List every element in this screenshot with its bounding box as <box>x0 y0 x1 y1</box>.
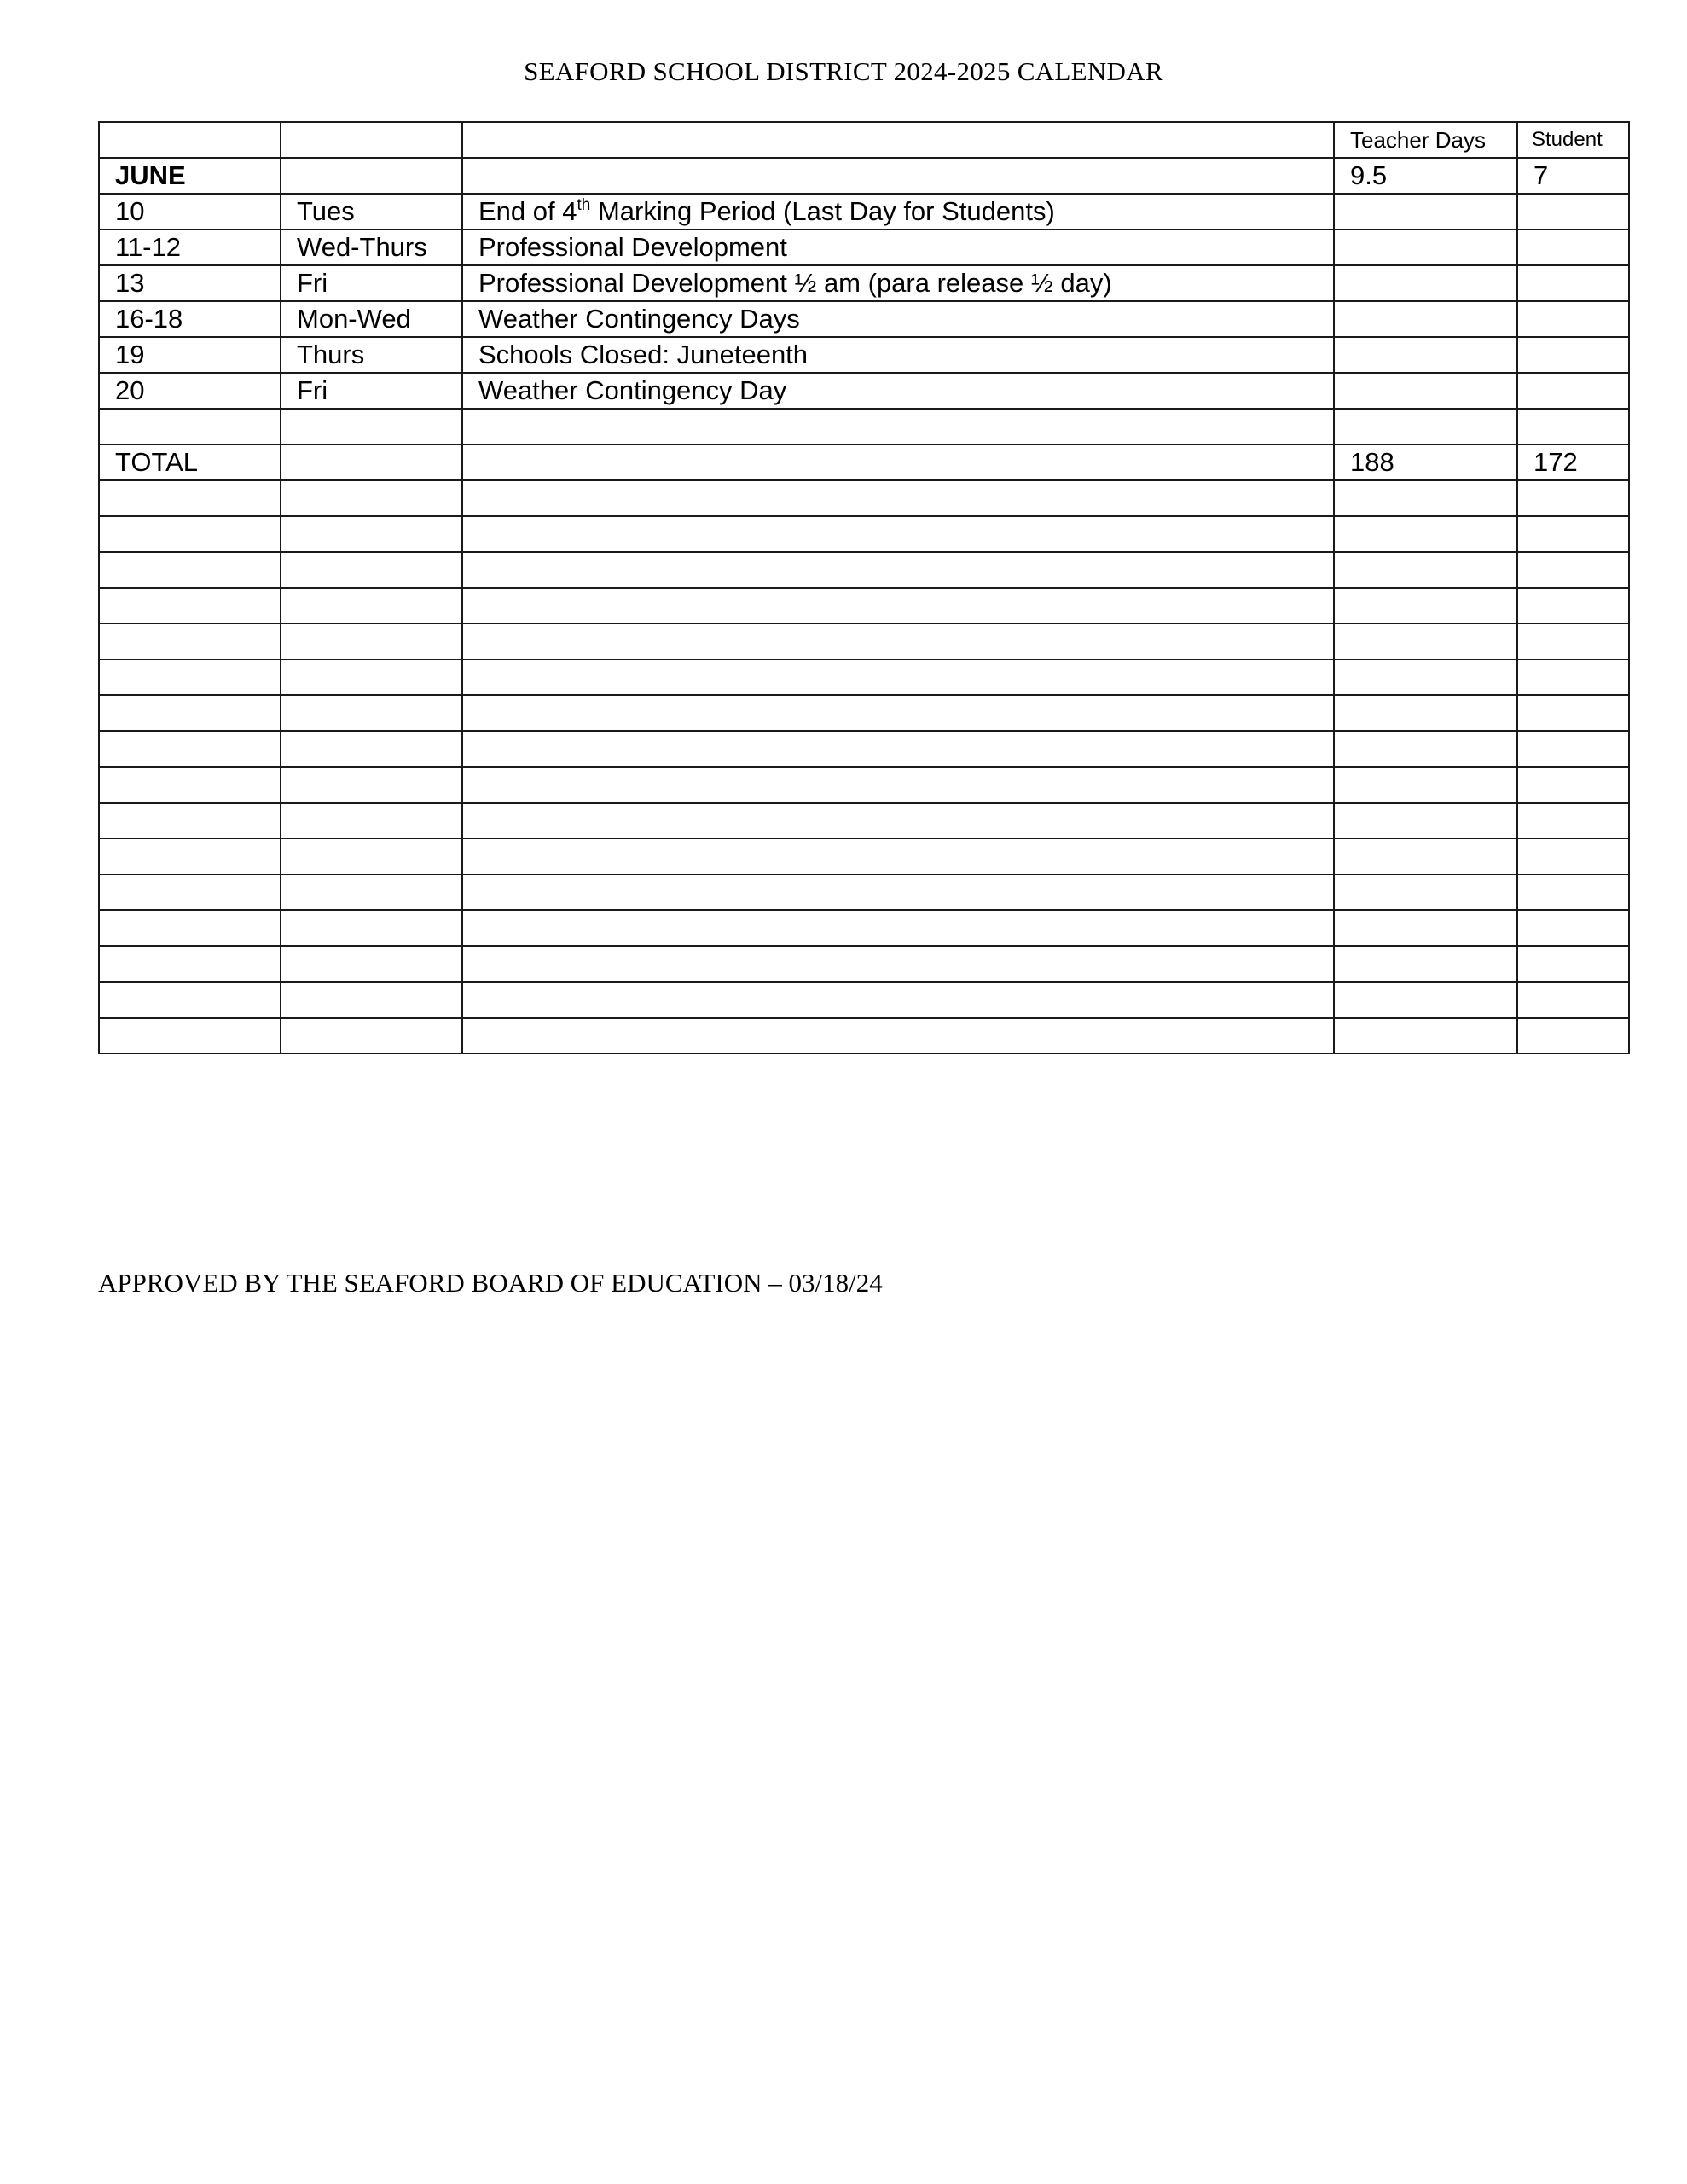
empty-cell <box>462 480 1334 516</box>
date-cell: 11-12 <box>99 229 281 265</box>
empty-cell <box>1517 695 1629 731</box>
empty-cell <box>99 695 281 731</box>
empty-row <box>99 695 1629 731</box>
empty-cell <box>99 409 281 444</box>
approval-note: APPROVED BY THE SEAFORD BOARD OF EDUCATION – 03/18/24 <box>98 1268 883 1298</box>
empty-cell <box>99 659 281 695</box>
empty-cell <box>1334 659 1517 695</box>
empty-cell <box>281 874 462 910</box>
empty-cell <box>1334 803 1517 839</box>
student-days-cell <box>1517 373 1629 409</box>
empty-row <box>99 839 1629 874</box>
empty-cell <box>281 982 462 1018</box>
student-days-cell <box>1517 194 1629 229</box>
empty-cell <box>99 1018 281 1054</box>
empty-cell <box>99 946 281 982</box>
empty-cell <box>1334 982 1517 1018</box>
empty-row <box>99 910 1629 946</box>
empty-cell <box>99 767 281 803</box>
empty-cell <box>1517 731 1629 767</box>
empty-cell <box>281 516 462 552</box>
empty-row <box>99 731 1629 767</box>
empty-cell <box>462 910 1334 946</box>
empty-cell <box>1517 946 1629 982</box>
teacher-days-cell <box>1334 229 1517 265</box>
empty-cell <box>1334 910 1517 946</box>
student-days-cell <box>1517 229 1629 265</box>
header-student: Student <box>1517 122 1629 158</box>
day-cell: Fri <box>281 265 462 301</box>
month-student-days: 7 <box>1517 158 1629 194</box>
empty-cell <box>462 516 1334 552</box>
empty-cell <box>1334 767 1517 803</box>
empty-cell <box>1517 659 1629 695</box>
empty-cell <box>99 624 281 659</box>
header-row <box>99 122 1629 158</box>
teacher-days-cell <box>1334 337 1517 373</box>
empty-cell <box>99 839 281 874</box>
empty-cell <box>281 803 462 839</box>
event-cell: Weather Contingency Day <box>462 373 1334 409</box>
empty-cell <box>1517 516 1629 552</box>
empty-cell <box>1334 839 1517 874</box>
empty-cell <box>281 659 462 695</box>
empty-cell <box>1334 588 1517 624</box>
empty-cell <box>1334 480 1517 516</box>
day-cell: Mon-Wed <box>281 301 462 337</box>
date-cell: 16-18 <box>99 301 281 337</box>
date-cell: 13 <box>99 265 281 301</box>
empty-row <box>99 480 1629 516</box>
total-row <box>99 444 1629 480</box>
teacher-days-cell <box>1334 301 1517 337</box>
empty-cell <box>99 552 281 588</box>
total-event-cell <box>462 444 1334 480</box>
empty-cell <box>99 731 281 767</box>
empty-cell <box>99 516 281 552</box>
table-row <box>99 229 1629 265</box>
empty-cell <box>1334 516 1517 552</box>
empty-cell <box>281 839 462 874</box>
empty-cell <box>1517 839 1629 874</box>
month-row <box>99 158 1629 194</box>
student-days-cell <box>1517 265 1629 301</box>
teacher-days-cell <box>1334 194 1517 229</box>
empty-row <box>99 659 1629 695</box>
empty-cell <box>281 910 462 946</box>
empty-cell <box>1517 767 1629 803</box>
day-cell: Wed-Thurs <box>281 229 462 265</box>
total-day-cell <box>281 444 462 480</box>
empty-row <box>99 588 1629 624</box>
empty-cell <box>462 803 1334 839</box>
empty-row <box>99 409 1629 444</box>
day-cell: Fri <box>281 373 462 409</box>
empty-cell <box>462 624 1334 659</box>
empty-cell <box>1334 552 1517 588</box>
event-cell: Weather Contingency Days <box>462 301 1334 337</box>
day-cell: Thurs <box>281 337 462 373</box>
empty-cell <box>99 803 281 839</box>
empty-cell <box>1517 982 1629 1018</box>
empty-cell <box>462 731 1334 767</box>
empty-cell <box>1517 624 1629 659</box>
empty-cell <box>462 1018 1334 1054</box>
empty-cell <box>1517 552 1629 588</box>
event-text: End of 4 <box>478 196 577 226</box>
empty-cell <box>462 767 1334 803</box>
empty-cell <box>281 480 462 516</box>
table-row <box>99 194 1629 229</box>
empty-cell <box>281 695 462 731</box>
empty-cell <box>1334 695 1517 731</box>
empty-cell <box>281 588 462 624</box>
event-cell: Schools Closed: Juneteenth <box>462 337 1334 373</box>
empty-cell <box>281 1018 462 1054</box>
empty-cell <box>1517 1018 1629 1054</box>
empty-cell <box>281 731 462 767</box>
empty-cell <box>1334 731 1517 767</box>
empty-cell <box>281 624 462 659</box>
empty-cell <box>1517 803 1629 839</box>
empty-cell <box>462 874 1334 910</box>
empty-cell <box>462 659 1334 695</box>
header-teacher-days: Teacher Days <box>1334 122 1517 158</box>
empty-cell <box>99 910 281 946</box>
empty-cell <box>462 552 1334 588</box>
empty-cell <box>99 588 281 624</box>
empty-cell <box>1334 874 1517 910</box>
table-row <box>99 301 1629 337</box>
table-row <box>99 373 1629 409</box>
month-day-cell <box>281 158 462 194</box>
empty-row <box>99 624 1629 659</box>
month-label: JUNE <box>99 158 281 194</box>
empty-row <box>99 552 1629 588</box>
empty-cell <box>462 588 1334 624</box>
empty-cell <box>462 946 1334 982</box>
event-cell <box>462 194 1334 229</box>
header-cell-event <box>462 122 1334 158</box>
teacher-days-cell <box>1334 373 1517 409</box>
empty-cell <box>1334 1018 1517 1054</box>
event-superscript: th <box>577 196 591 214</box>
month-event-cell <box>462 158 1334 194</box>
empty-row <box>99 516 1629 552</box>
event-cell: Professional Development <box>462 229 1334 265</box>
header-cell-date <box>99 122 281 158</box>
empty-cell <box>99 480 281 516</box>
month-teacher-days: 9.5 <box>1334 158 1517 194</box>
day-cell: Tues <box>281 194 462 229</box>
empty-cell <box>1517 588 1629 624</box>
empty-row <box>99 982 1629 1018</box>
empty-cell <box>1517 480 1629 516</box>
date-cell: 20 <box>99 373 281 409</box>
empty-cell <box>1334 624 1517 659</box>
event-text-continued: Marking Period (Last Day for Students) <box>590 196 1055 226</box>
total-label: TOTAL <box>99 444 281 480</box>
empty-cell <box>281 409 462 444</box>
empty-cell <box>1334 409 1517 444</box>
empty-cell <box>281 946 462 982</box>
empty-cell <box>99 982 281 1018</box>
empty-cell <box>462 982 1334 1018</box>
table-row <box>99 265 1629 301</box>
calendar-table <box>98 121 1630 1054</box>
date-cell: 19 <box>99 337 281 373</box>
empty-cell <box>462 839 1334 874</box>
student-days-cell <box>1517 337 1629 373</box>
empty-cell <box>1517 910 1629 946</box>
total-student-days: 172 <box>1517 444 1629 480</box>
table-row <box>99 337 1629 373</box>
empty-cell <box>1517 874 1629 910</box>
header-cell-day <box>281 122 462 158</box>
empty-row <box>99 874 1629 910</box>
empty-row <box>99 1018 1629 1054</box>
empty-row <box>99 946 1629 982</box>
empty-row <box>99 767 1629 803</box>
empty-cell <box>1517 409 1629 444</box>
event-cell: Professional Development ½ am (para release ½ day) <box>462 265 1334 301</box>
empty-cell <box>281 552 462 588</box>
empty-cell <box>99 874 281 910</box>
empty-cell <box>1334 946 1517 982</box>
date-cell: 10 <box>99 194 281 229</box>
total-teacher-days: 188 <box>1334 444 1517 480</box>
empty-cell <box>281 767 462 803</box>
empty-cell <box>462 409 1334 444</box>
student-days-cell <box>1517 301 1629 337</box>
empty-cell <box>462 695 1334 731</box>
page-title: SEAFORD SCHOOL DISTRICT 2024-2025 CALENDAR <box>524 56 1163 86</box>
empty-row <box>99 803 1629 839</box>
teacher-days-cell <box>1334 265 1517 301</box>
